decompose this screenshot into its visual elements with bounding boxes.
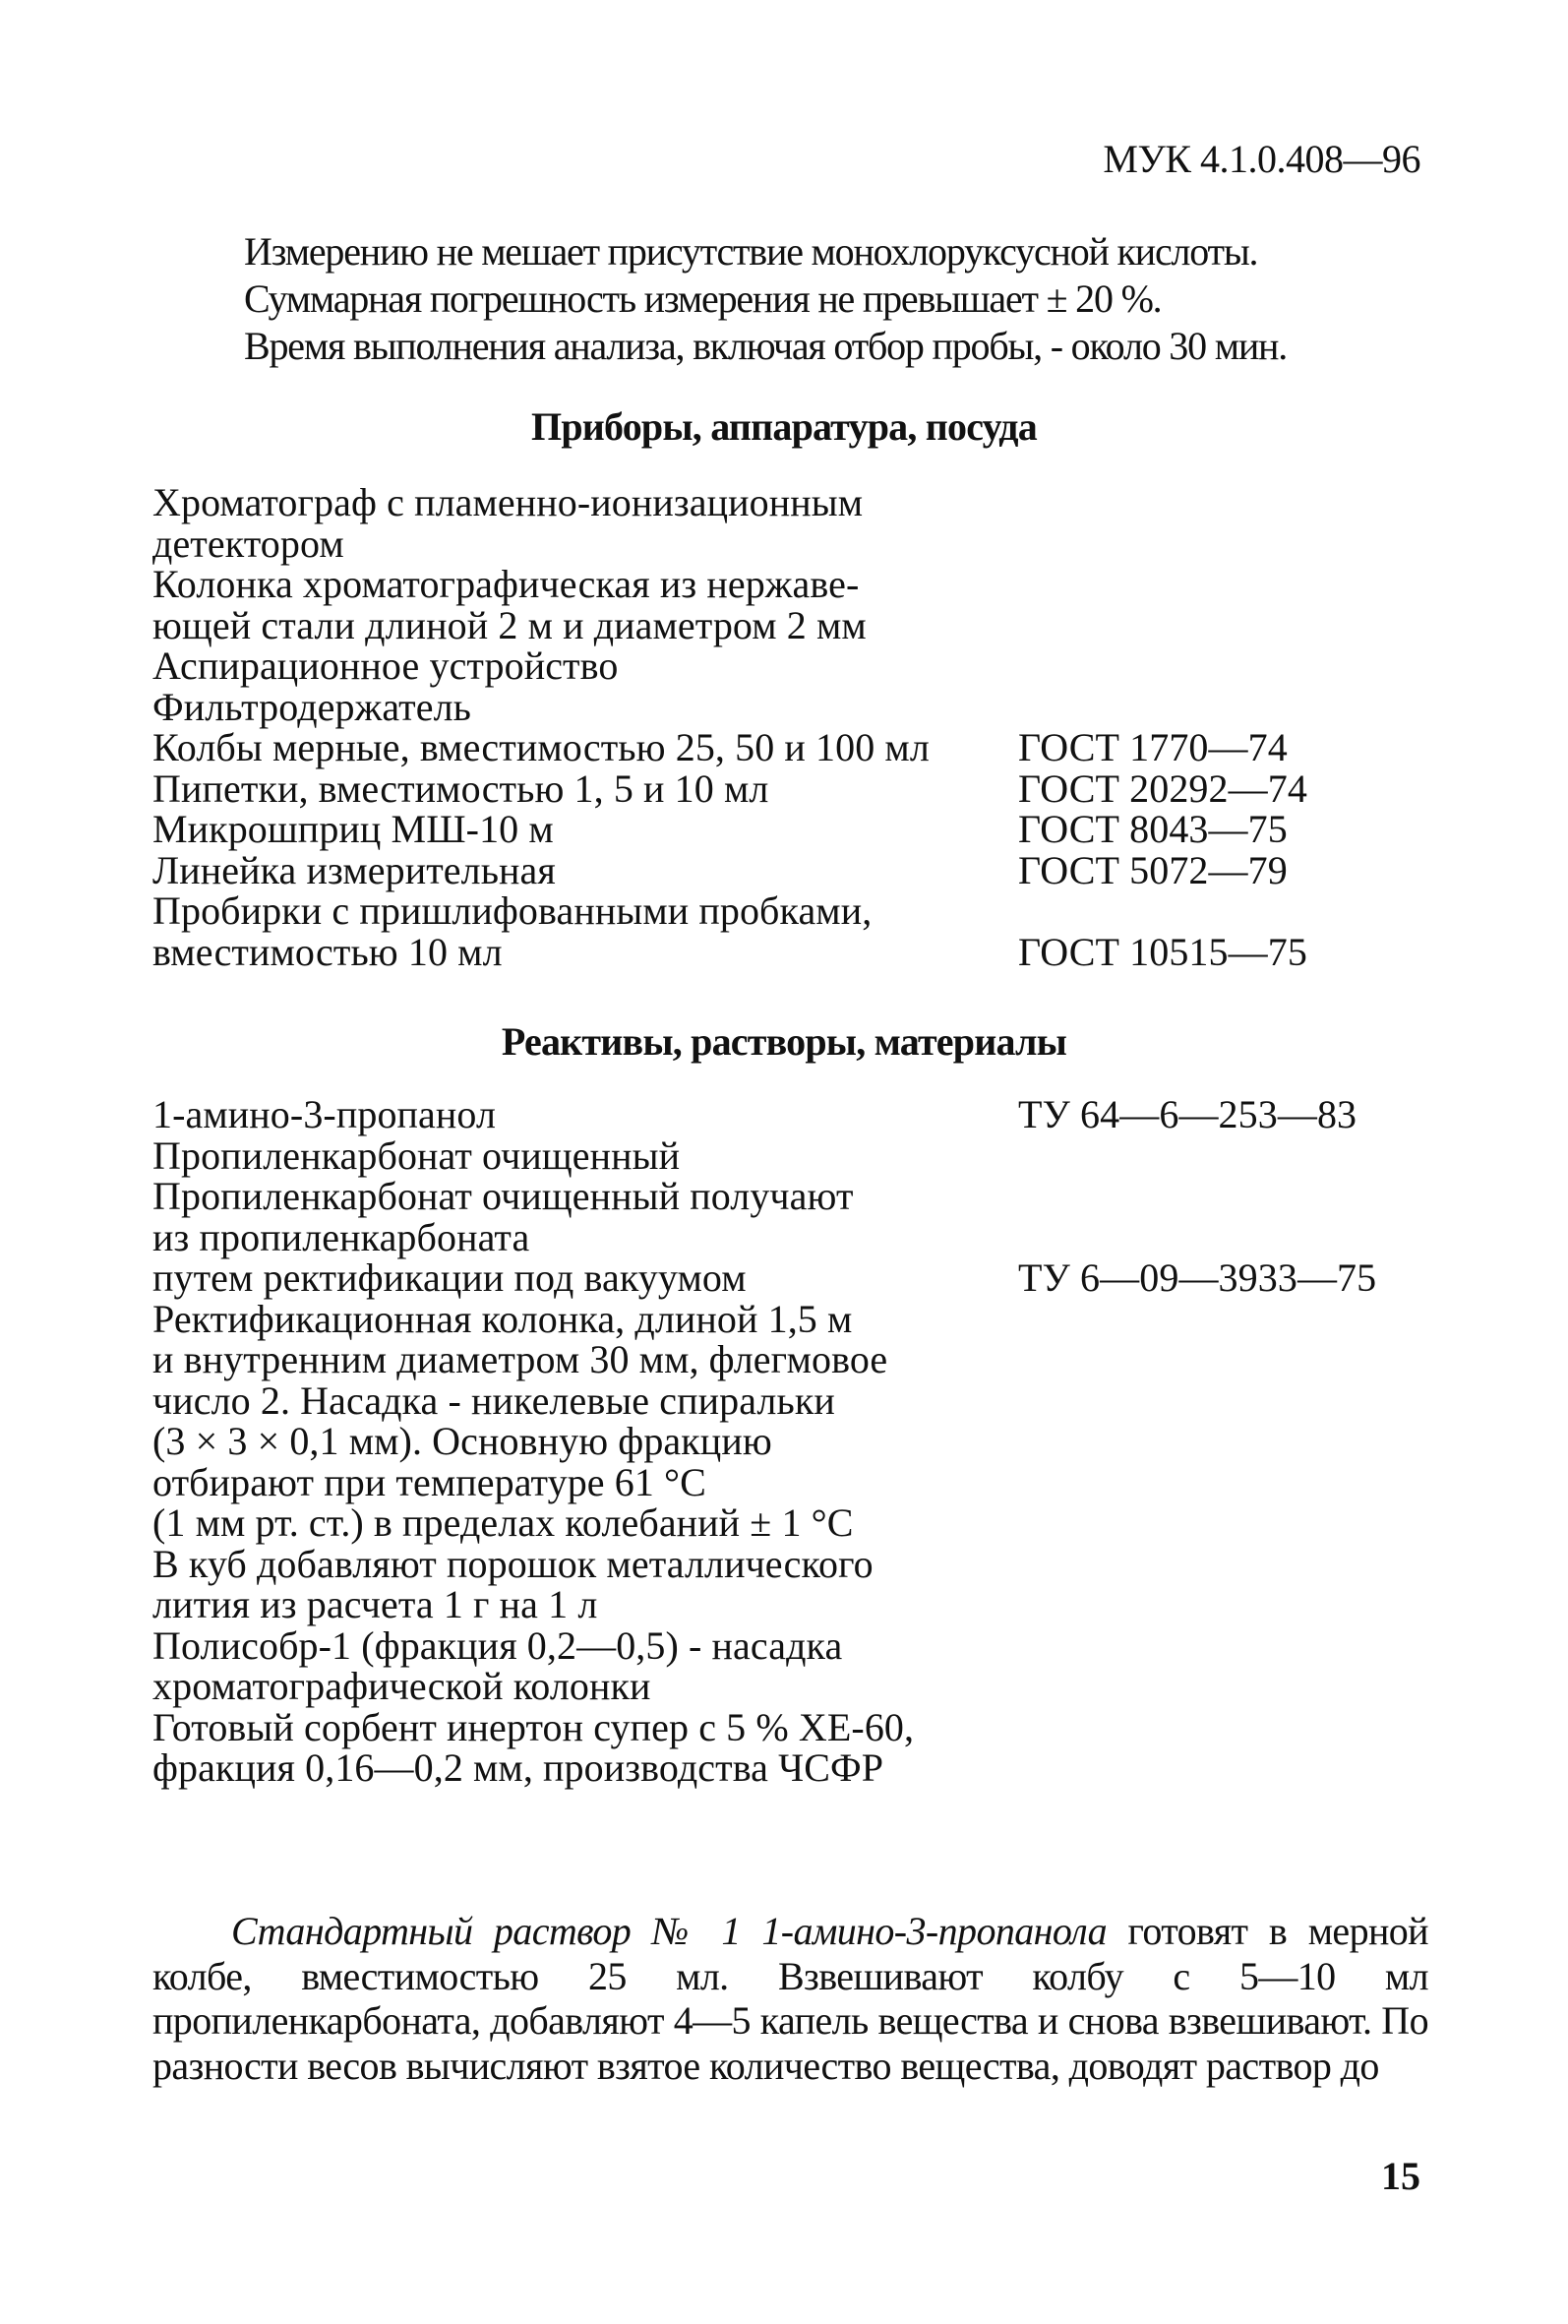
page-number: 15 xyxy=(1381,2154,1420,2198)
reagents-list xyxy=(152,1094,1461,1789)
item-name: Колбы мерные, вместимостью 25, 50 и 100 мл xyxy=(152,725,930,769)
reagent-item xyxy=(152,1176,1461,1299)
intro-line: Время выполнения анализа, включая отбор пробы, - около 30 мин. xyxy=(244,324,1288,368)
apparatus-item xyxy=(152,684,1461,729)
item-name: Микрошприц МШ-10 м xyxy=(152,807,554,851)
intro-text xyxy=(244,228,1434,370)
item-standard: ГОСТ 20292—74 xyxy=(1018,765,1307,811)
apparatus-item xyxy=(152,890,1461,972)
item-name: Колонка хроматографическая из нержаве- ющей стали длиной 2 м и диаметром 2 мм xyxy=(152,562,867,647)
intro-line: Суммарная погрешность измерения не превышает ± 20 %. xyxy=(244,276,1162,321)
apparatus-section-title: Приборы, аппаратура, посуда xyxy=(531,404,1037,449)
item-name: Пропиленкарбонат очищенный получают из пропиленкарбоната путем ректификации под вакуумом xyxy=(152,1174,854,1300)
item-name: Линейка измерительная xyxy=(152,847,556,892)
item-name: Хроматограф с пламенно-ионизационным детектором xyxy=(152,480,864,566)
item-standard: ТУ 64—6—253—83 xyxy=(1018,1092,1357,1136)
reagent-item xyxy=(152,1296,1461,1545)
standard-solution-label: Стандартный раствор № 1 1-амино-3-пропанола xyxy=(231,1909,1108,1953)
apparatus-item xyxy=(152,765,1461,811)
item-standard: ГОСТ 1770—74 xyxy=(1018,725,1288,769)
document-code: МУК 4.1.0.408—96 xyxy=(1103,137,1420,181)
item-standard: ТУ 6—09—3933—75 xyxy=(1018,1255,1377,1300)
apparatus-list xyxy=(152,482,1461,972)
reagent-item xyxy=(152,1541,1461,1626)
item-name: Ректификационная колонка, длиной 1,5 м и внутренним диаметром 30 мм, флегмовое число 2. Насадка - никелевые спиральки (3 × 3 × 0,1 мм). Основную фракцию отбирают при температуре 61 °С (1 мм рт. ст.) в пределах колебаний ± 1 °С xyxy=(152,1296,888,1545)
item-name: Пипетки, вместимостью 1, 5 и 10 мл xyxy=(152,765,769,811)
apparatus-item xyxy=(152,847,1461,892)
item-name: В куб добавляют порошок металлического лития из расчета 1 г на 1 л xyxy=(152,1541,874,1626)
item-name: Полисобр-1 (фракция 0,2—0,5) - насадка хроматографической колонки xyxy=(152,1622,843,1708)
standard-solution-text: готовят в мерной колбе, вместимостью 25 мл. Взвешивают колбу с 5—10 мл пропиленкарбоната, добавляют 4—5 капель вещества и снова взвешивают. По разности весов вычисляют взятое количество вещества, доводят раствор до xyxy=(152,1909,1428,2088)
item-standard: ГОСТ 5072—79 xyxy=(1018,847,1288,892)
reagent-item xyxy=(152,1622,1461,1708)
standard-solution-paragraph xyxy=(152,1909,1428,2088)
item-name: Аспирационное устройство xyxy=(152,643,619,688)
item-name: 1-амино-3-пропанол xyxy=(152,1092,497,1136)
item-name: Пропиленкарбонат очищенный xyxy=(152,1132,681,1178)
item-standard: ГОСТ 8043—75 xyxy=(1018,807,1288,851)
item-name: Фильтродержатель xyxy=(152,684,472,729)
apparatus-item xyxy=(152,482,1461,564)
reagent-item xyxy=(152,1132,1461,1178)
apparatus-item xyxy=(152,645,1461,687)
item-standard: ГОСТ 10515—75 xyxy=(1018,929,1307,974)
intro-line: Измерению не мешает присутствие монохлоруксусной кислоты. xyxy=(244,229,1258,274)
apparatus-item xyxy=(152,809,1461,850)
reagent-item xyxy=(152,1704,1461,1790)
item-name: Пробирки с пришлифованными пробками, вместимостью 10 мл xyxy=(152,888,873,974)
reagents-section-title: Реактивы, растворы, материалы xyxy=(501,1019,1067,1064)
reagent-item xyxy=(152,1094,1461,1135)
item-name: Готовый сорбент инертон супер с 5 % ХЕ-60, фракция 0,16—0,2 мм, производства ЧСФР xyxy=(152,1704,915,1790)
apparatus-item xyxy=(152,564,1461,645)
apparatus-item xyxy=(152,727,1461,768)
